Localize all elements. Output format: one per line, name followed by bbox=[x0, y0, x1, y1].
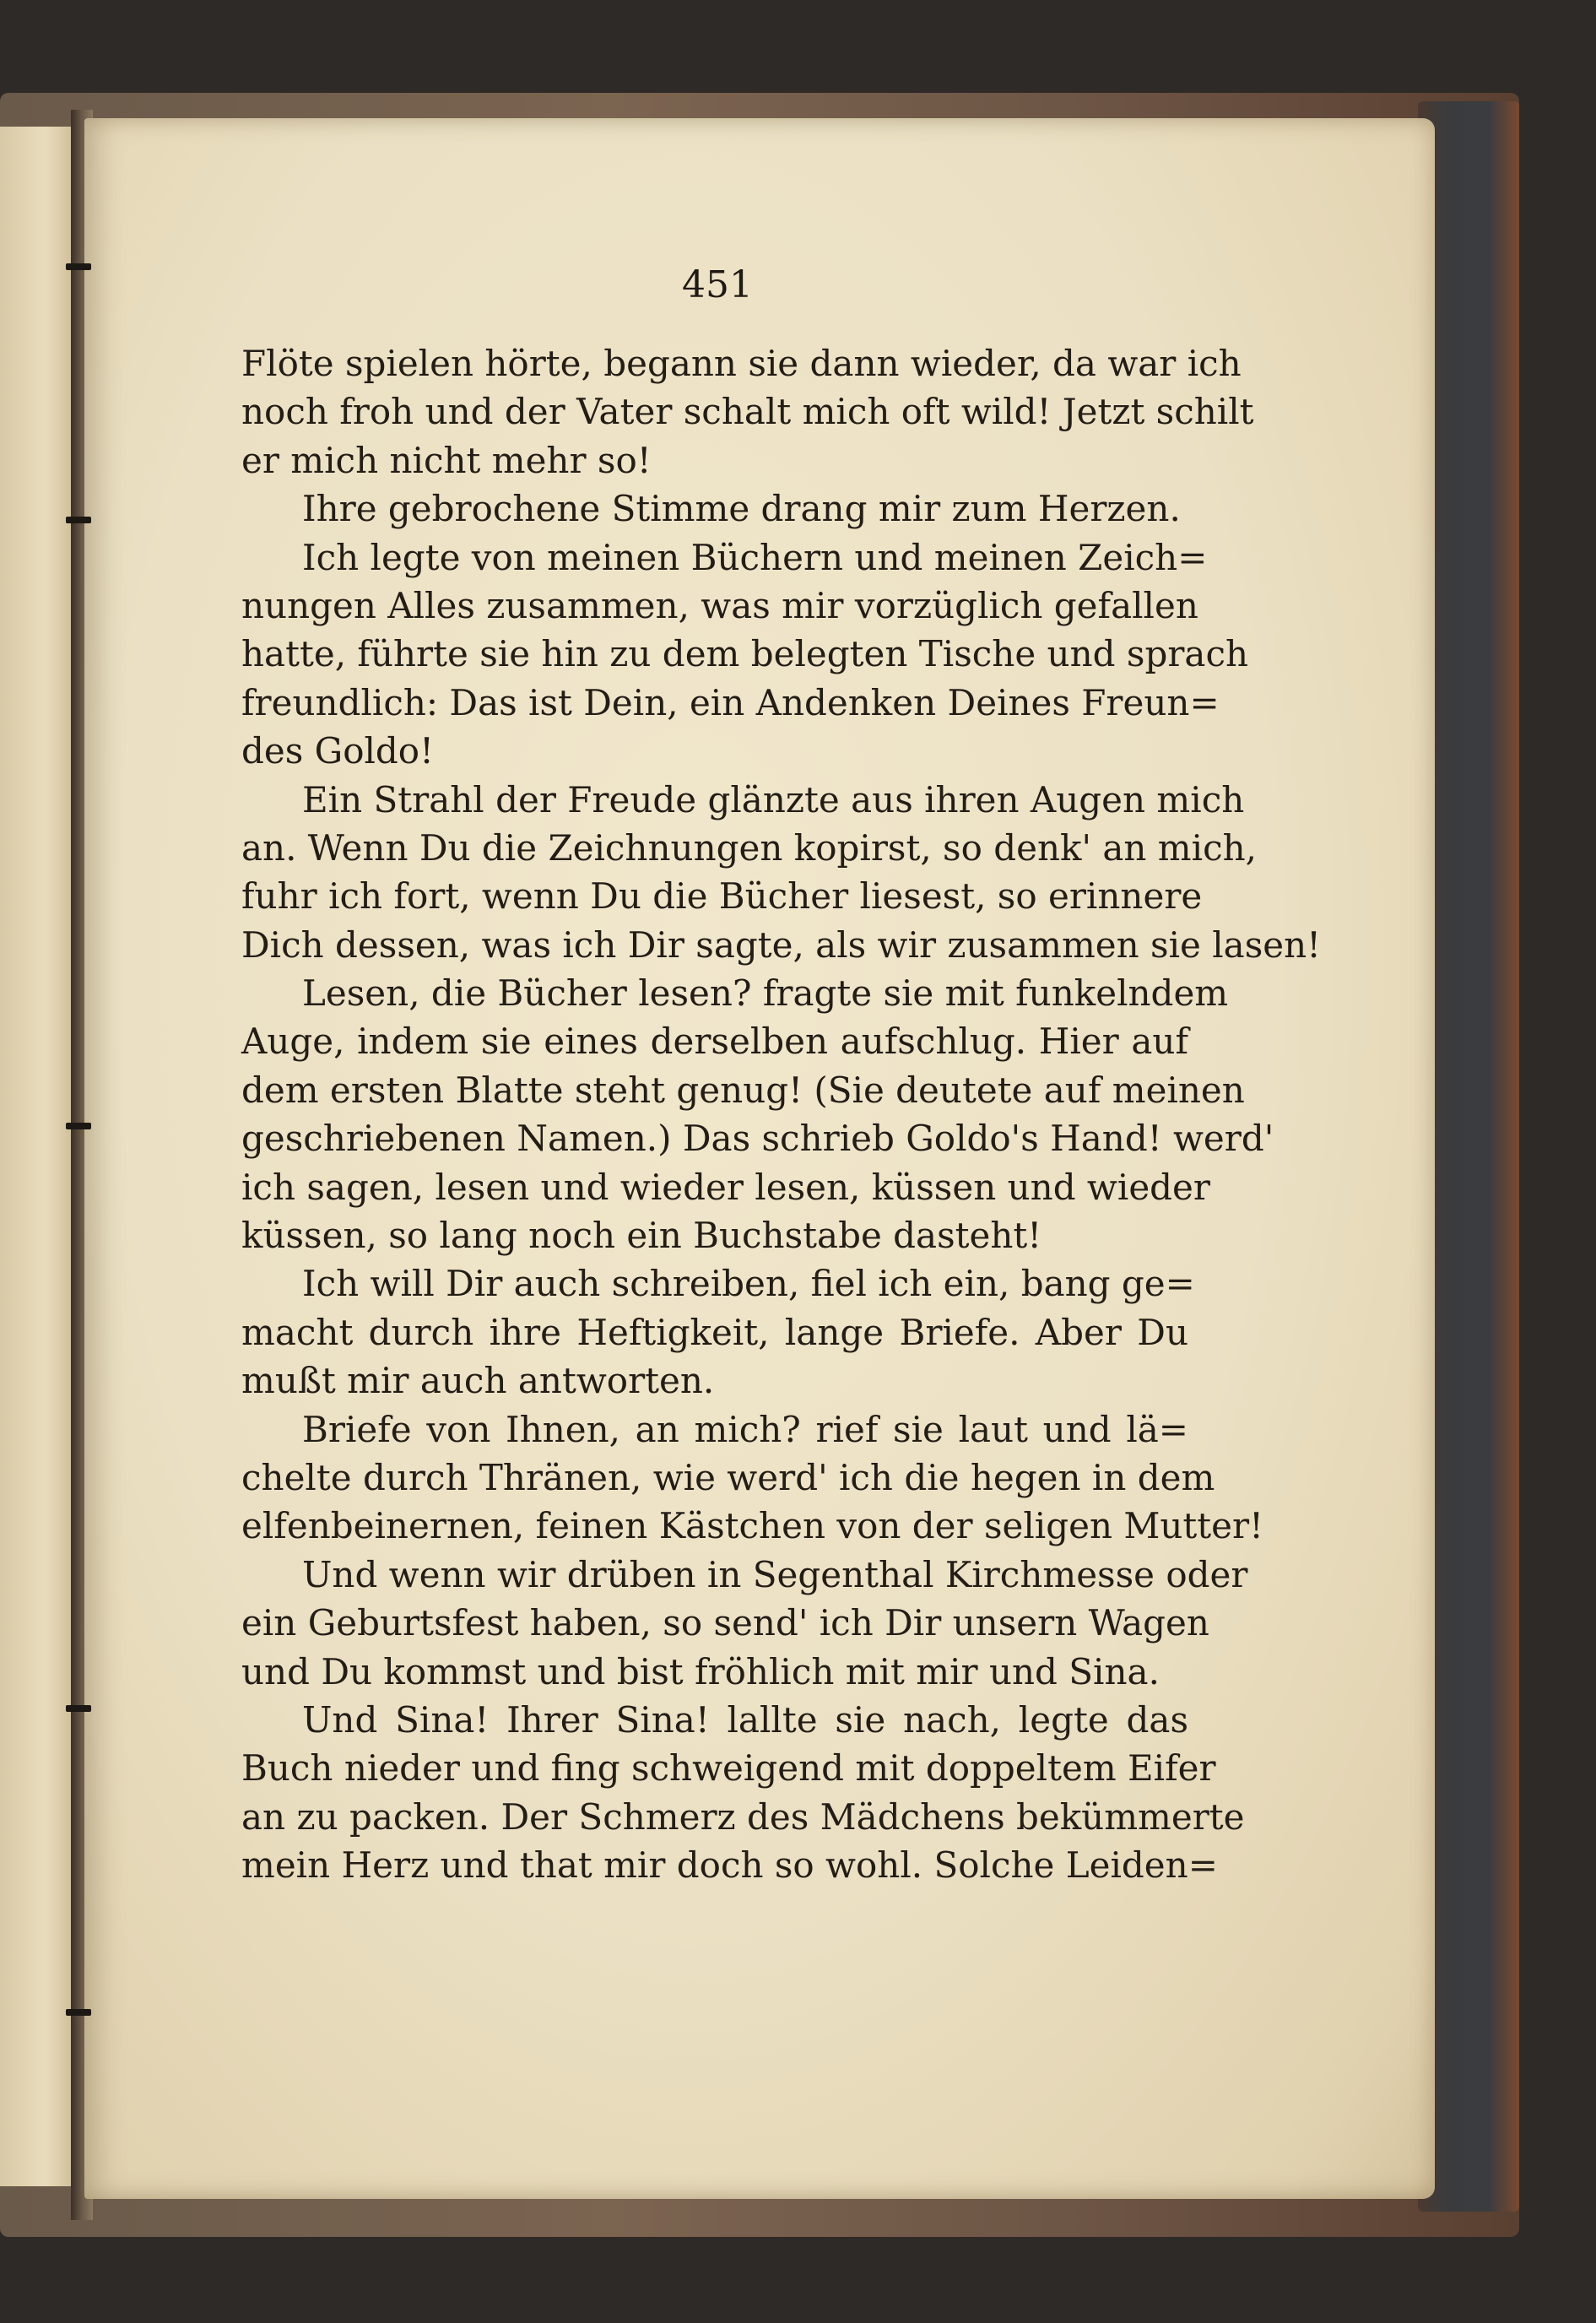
text-line: des Goldo! bbox=[241, 730, 434, 772]
text-line: dem ersten Blatte steht genug! (Sie deutete auf meinen bbox=[241, 1069, 1245, 1111]
text-line: nungen Alles zusammen, was mir vorzüglich gefallen bbox=[241, 584, 1198, 626]
text-line: macht durch ihre Heftigkeit, lange Briefe. Aber Du bbox=[241, 1311, 1188, 1353]
text-line: noch froh und der Vater schalt mich oft wild! Jetzt schilt bbox=[241, 391, 1254, 433]
text-line: Auge, indem sie eines derselben aufschlug. Hier auf bbox=[241, 1021, 1188, 1063]
text-line: Und wenn wir drüben in Segenthal Kirchmesse oder bbox=[302, 1553, 1248, 1595]
text-line: Und Sina! Ihrer Sina! lallte sie nach, legte das bbox=[302, 1698, 1188, 1741]
text-line: elfenbeinernen, feinen Kästchen von der seligen Mutter! bbox=[241, 1505, 1263, 1547]
text-line: chelte durch Thränen, wie werd' ich die hegen in dem bbox=[241, 1456, 1215, 1498]
page-number: 451 bbox=[682, 263, 753, 306]
text-line: Ich will Dir auch schreiben, fiel ich ein, bang ge= bbox=[302, 1263, 1195, 1305]
text-line: geschriebenen Namen.) Das schrieb Goldo's Hand! werd' bbox=[241, 1118, 1274, 1160]
text-line: mußt mir auch antworten. bbox=[241, 1360, 715, 1402]
text-line: Briefe von Ihnen, an mich? rief sie laut und lä= bbox=[302, 1408, 1188, 1450]
text-line: Ihre gebrochene Stimme drang mir zum Herzen. bbox=[302, 488, 1181, 530]
binding-stitch bbox=[66, 1123, 91, 1129]
text-line: ich sagen, lesen und wieder lesen, küssen und wieder bbox=[241, 1166, 1210, 1208]
binding-stitch bbox=[66, 2009, 91, 2016]
text-line: an zu packen. Der Schmerz des Mädchens bekümmerte bbox=[241, 1795, 1245, 1838]
binding-stitch bbox=[66, 517, 91, 523]
previous-page-edge bbox=[0, 127, 76, 2186]
text-line: an. Wenn Du die Zeichnungen kopirst, so denk' an mich, bbox=[241, 826, 1257, 869]
text-line: ein Geburtsfest haben, so send' ich Dir unsern Wagen bbox=[241, 1602, 1209, 1644]
text-line: Ein Strahl der Freude glänzte aus ihren Augen mich bbox=[302, 778, 1245, 820]
text-line: Ich legte von meinen Büchern und meinen Zeich= bbox=[302, 536, 1208, 578]
text-line: Lesen, die Bücher lesen? fragte sie mit funkelndem bbox=[302, 972, 1229, 1015]
text-line: Buch nieder und fing schweigend mit doppeltem Eifer bbox=[241, 1747, 1216, 1790]
text-line: und Du kommst und bist fröhlich mit mir und Sina. bbox=[241, 1650, 1160, 1692]
text-line: fuhr ich fort, wenn Du die Bücher liesest, so erinnere bbox=[241, 875, 1203, 918]
binding-stitch bbox=[66, 1705, 91, 1712]
text-line: Flöte spielen hörte, begann sie dann wieder, da war ich bbox=[241, 343, 1242, 384]
text-line: er mich nicht mehr so! bbox=[241, 439, 652, 481]
body-text bbox=[241, 339, 1322, 1890]
text-line: freundlich: Das ist Dein, ein Andenken Deines Freun= bbox=[241, 681, 1220, 723]
text-line: hatte, führte sie hin zu dem belegten Tische und sprach bbox=[241, 633, 1249, 675]
text-line: mein Herz und that mir doch so wohl. Solche Leiden= bbox=[241, 1844, 1218, 1887]
text-line: Dich dessen, was ich Dir sagte, als wir zusammen sie lasen! bbox=[241, 923, 1322, 966]
text-line: küssen, so lang noch ein Buchstabe dasteht! bbox=[241, 1215, 1042, 1257]
